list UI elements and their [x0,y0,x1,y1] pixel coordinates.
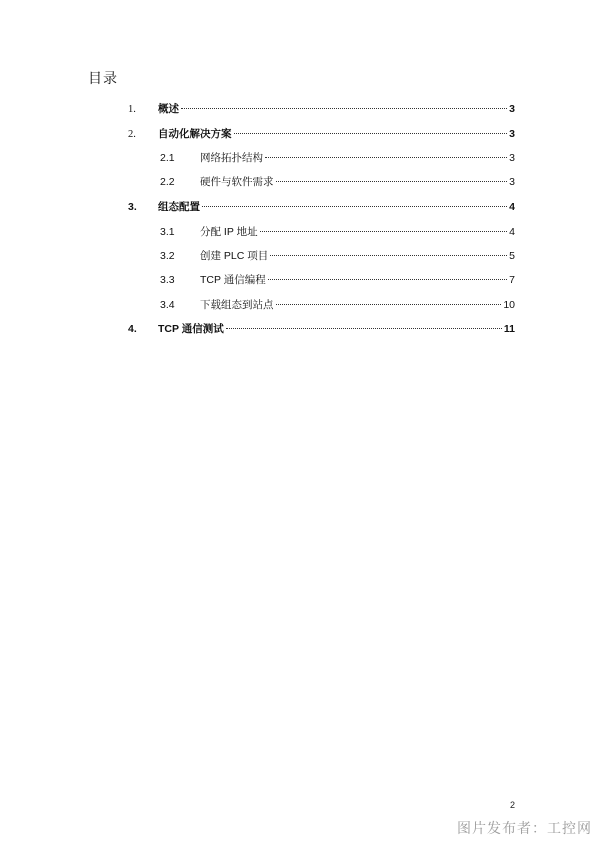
toc-entry-3[interactable] [128,200,515,214]
toc-title: 目录 [88,70,118,86]
dot-leader [202,206,507,207]
dot-leader [276,304,502,305]
toc-entry-4[interactable] [128,322,515,336]
toc-entry-page: 3 [509,152,515,164]
toc-entry-label: 创建 PLC 项目 [200,250,269,262]
toc-entry-label: TCP 通信编程 [200,274,266,286]
toc-entry-label: 网络拓扑结构 [200,152,263,164]
toc-entry-page: 3 [509,103,515,115]
dot-leader [260,231,508,232]
toc-entry-page: 4 [509,201,515,213]
toc-entry-label: TCP 通信测试 [158,323,224,335]
toc-entry-number: 2. [128,129,136,140]
toc-entry-label: 下载组态到站点 [200,299,274,311]
dot-leader [268,279,507,280]
toc-entry-label: 概述 [158,103,179,115]
toc-entry-3-3[interactable] [160,273,515,287]
toc-entry-1[interactable] [128,102,515,116]
toc-entry-number: 3. [128,201,137,213]
toc-entry-page: 3 [509,128,515,140]
toc-entry-label: 分配 IP 地址 [200,226,258,238]
watermark: 图片发布者：工控网 [457,820,592,836]
dot-leader [226,328,502,329]
toc-entry-2-1[interactable] [160,151,515,165]
toc-entry-page: 7 [509,274,515,286]
toc-entry-number: 3.4 [160,299,175,311]
toc-entry-page: 5 [509,250,515,262]
toc-entry-2-2[interactable] [160,175,515,189]
toc-entry-number: 4. [128,323,137,335]
dot-leader [265,157,507,158]
toc-entry-number: 1. [128,104,136,115]
toc-entry-label: 自动化解决方案 [158,128,232,140]
dot-leader [270,255,507,256]
toc-entry-page: 4 [509,226,515,238]
toc-entry-page: 3 [509,176,515,188]
toc-entry-label: 硬件与软件需求 [200,176,274,188]
toc-entry-3-4[interactable] [160,298,515,312]
toc-entry-number: 3.2 [160,250,175,262]
toc-entry-number: 2.2 [160,176,175,188]
toc-entry-3-1[interactable] [160,225,515,239]
dot-leader [276,181,508,182]
dot-leader [234,133,508,134]
dot-leader [181,108,507,109]
toc-entry-label: 组态配置 [158,201,200,213]
toc-entry-number: 3.1 [160,226,175,238]
toc-entry-number: 2.1 [160,152,175,164]
toc-entry-number: 3.3 [160,274,175,286]
toc-entry-page: 11 [503,323,515,335]
page-number: 2 [510,800,516,810]
toc-entry-2[interactable] [128,127,515,141]
toc-entry-page: 10 [503,299,515,311]
toc-entry-3-2[interactable] [160,249,515,263]
